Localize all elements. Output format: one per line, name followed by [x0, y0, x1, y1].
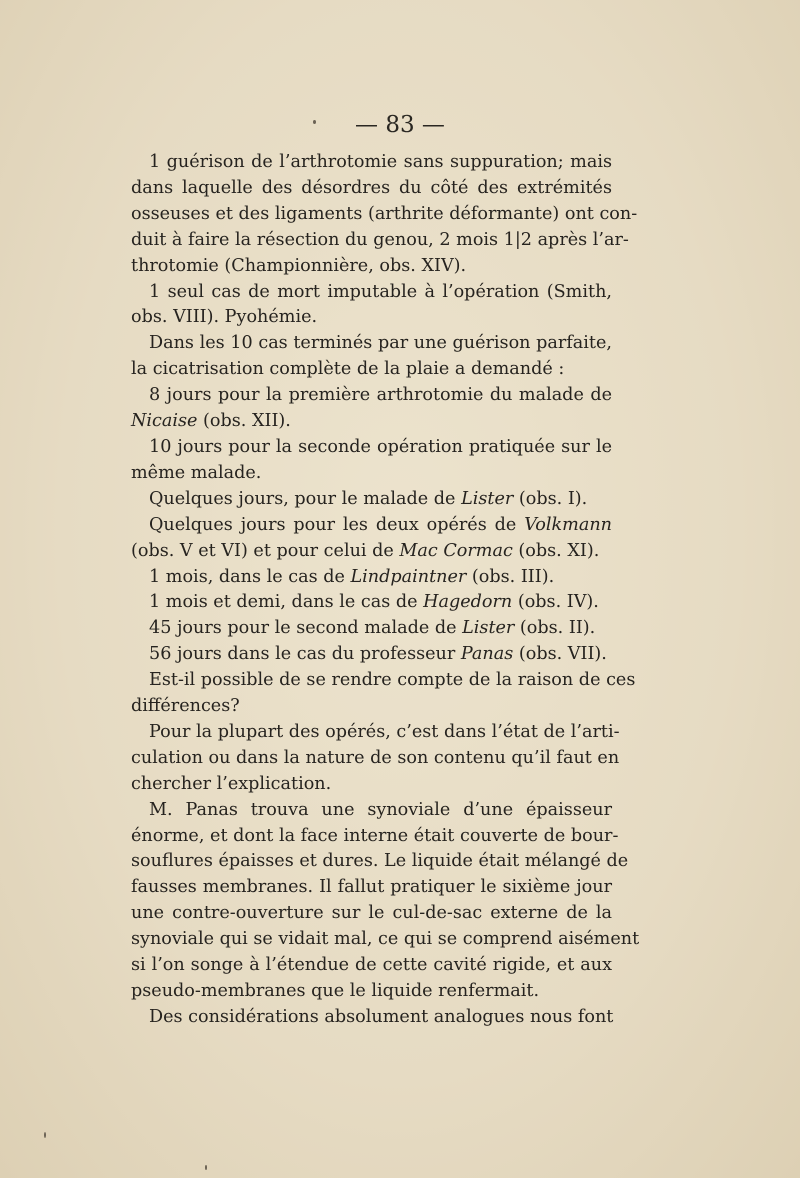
text-line [131, 202, 638, 228]
text-line [131, 539, 612, 565]
text-line [131, 694, 612, 720]
text-segment: culation ou dans la nature de son contenu qu’il faut en [131, 747, 620, 768]
italic-name: Lister [461, 488, 514, 509]
text-line [131, 513, 612, 539]
text-segment: 1 mois et demi, dans le cas de [149, 592, 424, 613]
text-segment: si l’on songe à l’étendue de cette cavité rigide, et aux [131, 955, 612, 976]
text-line [131, 176, 612, 202]
text-line [131, 305, 612, 331]
text-line [131, 487, 612, 513]
italic-name: Mac Cormac [399, 540, 513, 561]
text-line [131, 435, 612, 461]
italic-name: Volkmann [524, 514, 612, 535]
text-segment: même malade. [131, 462, 262, 483]
text-segment: fausses membranes. Il fallut pratiquer le sixième jour [131, 877, 612, 898]
text-line [131, 590, 612, 616]
text-segment: obs. VIII). Pyohémie. [131, 307, 318, 328]
text-segment: 1 seul cas de mort imputable à l’opération (Smith, [149, 281, 612, 302]
text-line [131, 357, 612, 383]
text-segment: throtomie (Championnière, obs. XIV). [131, 255, 467, 276]
text-line [131, 331, 612, 357]
text-segment: (obs. V et VI) et pour celui de [131, 540, 400, 561]
text-segment: Des considérations absolument analogues nous font [149, 1006, 614, 1027]
text-line [131, 642, 612, 668]
print-speck [205, 1165, 207, 1170]
text-line [131, 927, 640, 953]
text-segment: chercher l’explication. [131, 773, 332, 794]
italic-name: Nicaise [131, 411, 198, 432]
text-line [131, 875, 612, 901]
text-segment: (obs. XII). [197, 411, 291, 432]
text-line [131, 1005, 612, 1031]
text-segment: M. Panas trouva une synoviale d’une épaisseur [149, 799, 612, 820]
text-segment: (obs. IV). [512, 592, 599, 613]
text-segment: énorme, et dont la face interne était couverte de bour- [131, 825, 619, 846]
text-segment: osseuses et des ligaments (arthrite déformante) ont con- [131, 203, 638, 224]
text-segment: dans laquelle des désordres du côté des extrémités [131, 177, 612, 198]
italic-name: Panas [460, 644, 514, 665]
text-segment: la cicatrisation complète de la plaie a demandé : [131, 359, 565, 380]
text-segment: 45 jours pour le second malade de [149, 618, 463, 639]
text-segment: Dans les 10 cas terminés par une guérison parfaite, [149, 333, 612, 354]
text-line [131, 254, 612, 280]
body-text [131, 150, 640, 1031]
text-segment: une contre-ouverture sur le cul-de-sac externe de la [131, 903, 612, 924]
text-segment: souflures épaisses et dures. Le liquide était mélangé de [131, 851, 629, 872]
text-line [131, 849, 629, 875]
text-line [131, 824, 619, 850]
text-segment: (obs. II). [514, 618, 596, 639]
text-line [131, 409, 612, 435]
text-segment: (obs. VII). [513, 644, 607, 665]
text-segment: Quelques jours pour les deux opérés de [149, 514, 525, 535]
text-line [131, 228, 629, 254]
text-segment: Est-il possible de se rendre compte de la raison de ces [149, 670, 636, 691]
text-line [131, 746, 620, 772]
text-segment: 10 jours pour la seconde opération pratiquée sur le [149, 436, 612, 457]
text-line [131, 953, 612, 979]
italic-name: Hagedorn [423, 592, 513, 613]
text-segment: (obs. III). [466, 566, 555, 587]
italic-name: Lister [462, 618, 515, 639]
text-line [131, 668, 636, 694]
text-line [131, 772, 612, 798]
text-segment: duit à faire la résection du genou, 2 mois 1|2 après l’ar- [131, 229, 629, 250]
print-speck [44, 1132, 46, 1138]
text-segment: synoviale qui se vidait mal, ce qui se comprend aisément [131, 929, 640, 950]
print-speck [313, 120, 316, 124]
text-line [131, 461, 612, 487]
text-segment: (obs. XI). [512, 540, 600, 561]
text-segment: 8 jours pour la première arthrotomie du malade de [149, 385, 612, 406]
text-segment: Quelques jours, pour le malade de [149, 488, 462, 509]
text-line [131, 565, 612, 591]
text-segment: 1 guérison de l’arthrotomie sans suppuration; mais [149, 152, 612, 172]
text-line [131, 383, 612, 409]
text-segment: Pour la plupart des opérés, c’est dans l’état de l’arti- [149, 721, 620, 742]
text-segment: (obs. I). [513, 488, 588, 509]
text-segment: pseudo-membranes que le liquide renfermait. [131, 981, 540, 1001]
text-segment: différences? [131, 696, 240, 717]
text-line [131, 150, 612, 176]
text-segment: 1 mois, dans le cas de [149, 566, 351, 587]
text-line [131, 616, 612, 642]
text-line [131, 798, 612, 824]
text-line [131, 979, 612, 1005]
page-number: — 83 — [355, 112, 445, 138]
text-line [131, 280, 612, 306]
text-line [131, 901, 612, 927]
text-segment: 56 jours dans le cas du professeur [149, 644, 461, 665]
italic-name: Lindpaintner [350, 566, 467, 587]
text-line [131, 720, 620, 746]
